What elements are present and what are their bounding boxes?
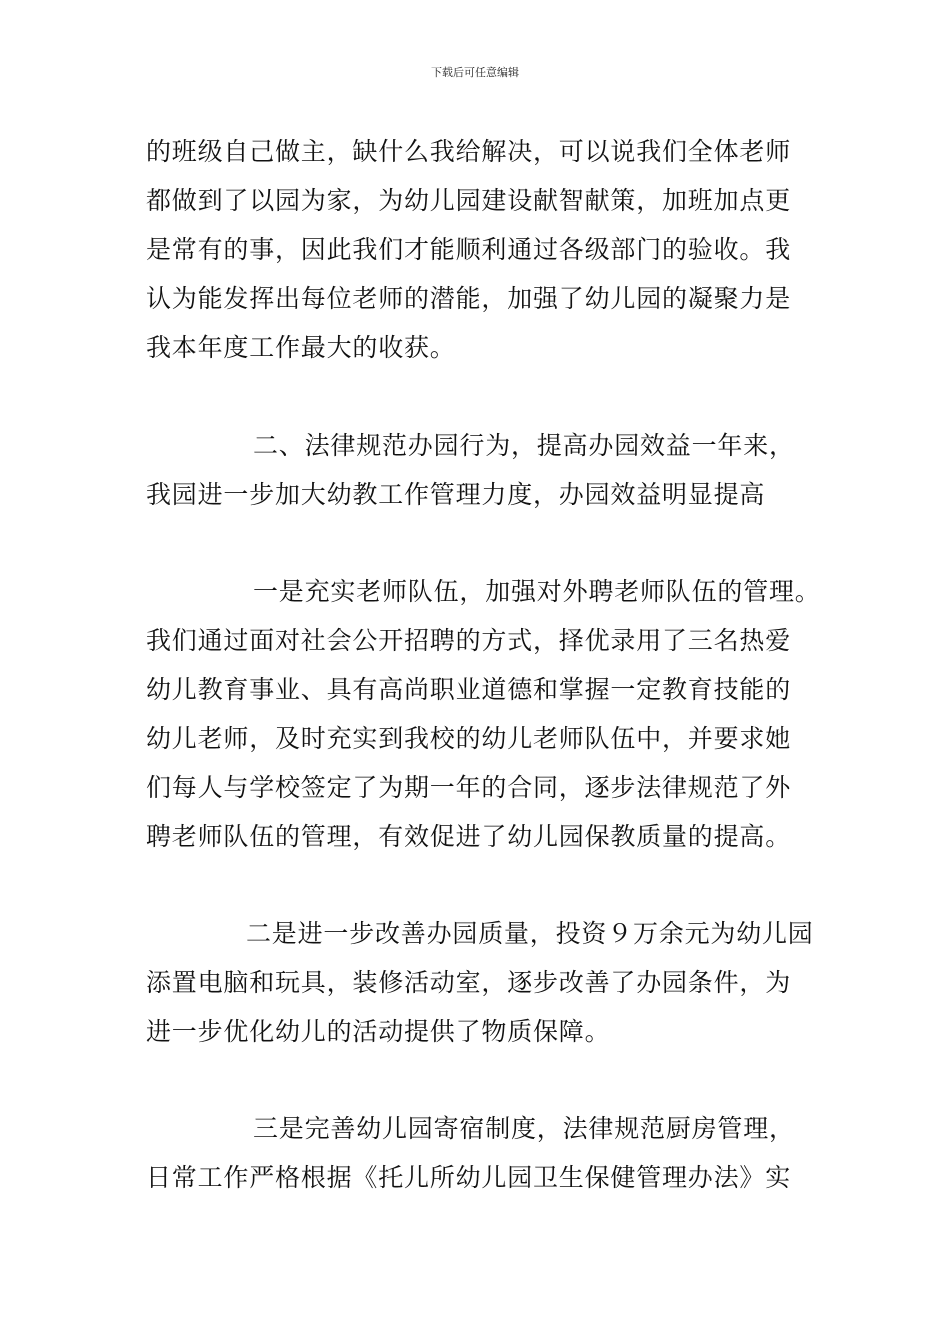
paragraph-line: 的班级自己做主，缺什么我给解决，可以说我们全体老师 (146, 137, 792, 166)
paragraph-line: 我本年度工作最大的收获。 (146, 333, 456, 362)
paragraph-line: 三是完善幼儿园寄宿制度，法律规范厨房管理， (253, 1114, 795, 1143)
paragraph-line: 认为能发挥出每位老师的潜能，加强了幼儿园的凝聚力是 (146, 284, 792, 313)
paragraph-4 (146, 909, 814, 1056)
paragraph-line: 二、法律规范办园行为，提高办园效益一年来， (253, 431, 795, 460)
paragraph-line: 进一步优化幼儿的活动提供了物质保障。 (146, 1017, 611, 1046)
paragraph-5 (146, 1104, 814, 1202)
paragraph-line: 日常工作严格根据《托儿所幼儿园卫生保健管理办法》实 (146, 1163, 792, 1192)
paragraph-line: 聘老师队伍的管理，有效促进了幼儿园保教质量的提高。 (146, 822, 792, 851)
paragraph-line: 我们通过面对社会公开招聘的方式，择优录用了三名热爱 (146, 626, 792, 655)
document-body (146, 127, 821, 1202)
paragraph-line: 幼儿教育事业、具有高尚职业道德和掌握一定教育技能的 (146, 675, 792, 704)
paragraph-3 (146, 567, 821, 861)
paragraph-line: 是常有的事，因此我们才能顺利通过各级部门的验收。我 (146, 235, 792, 264)
paragraph-line: 我园进一步加大幼教工作管理力度，办园效益明显提高 (146, 480, 766, 509)
paragraph-line: 们每人与学校签定了为期一年的合同，逐步法律规范了外 (146, 773, 792, 802)
paragraph-1 (146, 127, 814, 372)
paragraph-line: 幼儿老师，及时充实到我校的幼儿老师队伍中，并要求她 (146, 724, 792, 753)
paragraph-line: 一是充实老师队伍，加强对外聘老师队伍的管理。 (253, 577, 821, 606)
paragraph-line: 都做到了以园为家，为幼儿园建设献智献策，加班加点更 (146, 186, 792, 215)
paragraph-line: 二是进一步改善办园质量，投资９万余元为幼儿园 (246, 919, 814, 948)
paragraph-2 (146, 421, 814, 519)
page-header: 下载后可任意编辑 (431, 66, 519, 79)
paragraph-line: 添置电脑和玩具，装修活动室，逐步改善了办园条件，为 (146, 968, 792, 997)
